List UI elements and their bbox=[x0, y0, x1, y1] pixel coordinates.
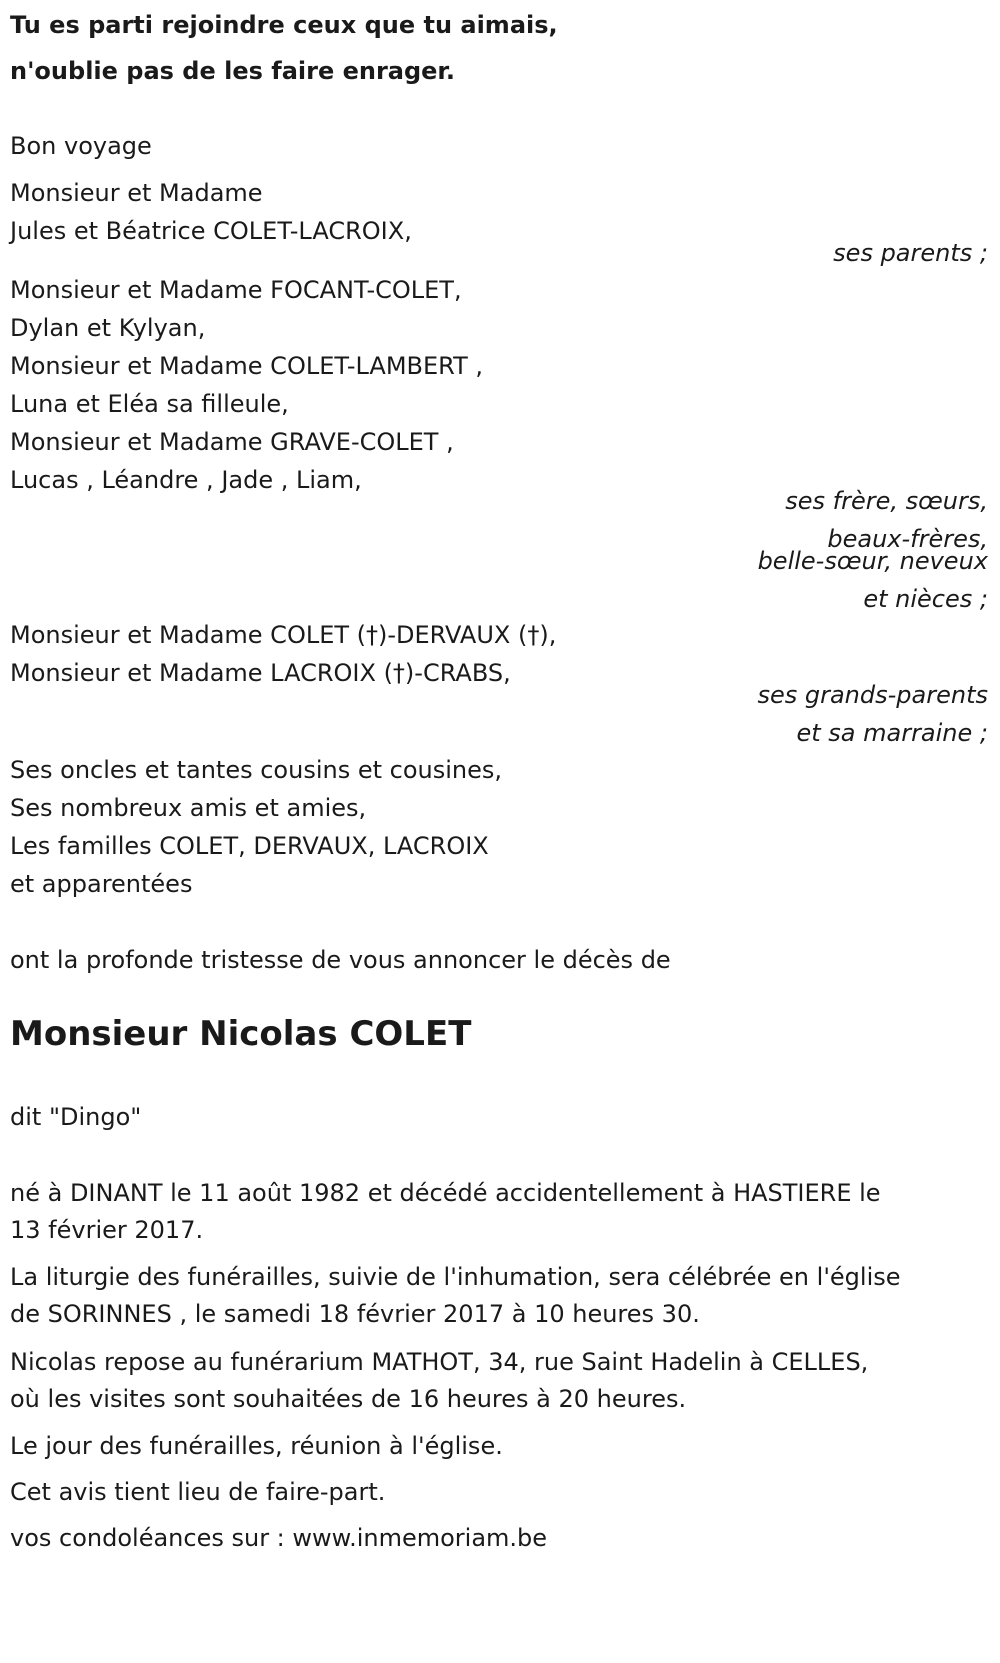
epigraph-line-1: Tu es parti rejoindre ceux que tu aimais, bbox=[10, 11, 558, 39]
liturgy-line: La liturgie des funérailles, suivie de l'inhumation, sera célébrée en l'église bbox=[10, 1263, 901, 1291]
meeting-line: Le jour des funérailles, réunion à l'église. bbox=[10, 1432, 503, 1460]
notice-line: Cet avis tient lieu de faire-part. bbox=[10, 1478, 386, 1506]
announcement-text: ont la profonde tristesse de vous annoncer le décès de bbox=[10, 946, 671, 974]
birth-death-line: 13 février 2017. bbox=[10, 1216, 204, 1244]
sibling-line: Monsieur et Madame GRAVE-COLET , bbox=[10, 428, 454, 456]
sibling-line: Luna et Eléa sa filleule, bbox=[10, 390, 289, 418]
epigraph-line-2: n'oublie pas de les faire enrager. bbox=[10, 57, 455, 85]
deceased-name: Monsieur Nicolas COLET bbox=[10, 1014, 472, 1054]
parents-relation: ses parents ; bbox=[833, 239, 988, 267]
condolences-line: vos condoléances sur : www.inmemoriam.be bbox=[10, 1524, 548, 1552]
birth-death-line: né à DINANT le 11 août 1982 et décédé accidentellement à HASTIERE le bbox=[10, 1179, 881, 1207]
farewell-text: Bon voyage bbox=[10, 132, 152, 160]
parents-line: Jules et Béatrice COLET-LACROIX, bbox=[10, 217, 412, 245]
sibling-line: Lucas , Léandre , Jade , Liam, bbox=[10, 466, 362, 494]
grandparents-line: Monsieur et Madame LACROIX (†)-CRABS, bbox=[10, 659, 511, 687]
liturgy-line: de SORINNES , le samedi 18 février 2017 à 10 heures 30. bbox=[10, 1300, 700, 1328]
siblings-relation: et nièces ; bbox=[863, 585, 988, 613]
siblings-relation: beaux-frères, bbox=[827, 525, 988, 553]
funerarium-line: où les visites sont souhaitées de 16 heures à 20 heures. bbox=[10, 1385, 687, 1413]
sibling-line: Monsieur et Madame COLET-LAMBERT , bbox=[10, 352, 484, 380]
funerarium-line: Nicolas repose au funérarium MATHOT, 34, rue Saint Hadelin à CELLES, bbox=[10, 1348, 869, 1376]
parents-line: Monsieur et Madame bbox=[10, 179, 263, 207]
sibling-line: Monsieur et Madame FOCANT-COLET, bbox=[10, 276, 462, 304]
others-line: Ses oncles et tantes cousins et cousines, bbox=[10, 756, 503, 784]
siblings-relation: ses frère, sœurs, bbox=[785, 487, 988, 515]
grandparents-relation: et sa marraine ; bbox=[796, 719, 988, 747]
grandparents-line: Monsieur et Madame COLET (†)-DERVAUX (†), bbox=[10, 621, 557, 649]
grandparents-relation: ses grands-parents bbox=[757, 681, 988, 709]
sibling-line: Dylan et Kylyan, bbox=[10, 314, 206, 342]
others-line: Ses nombreux amis et amies, bbox=[10, 794, 367, 822]
others-line: et apparentées bbox=[10, 870, 193, 898]
deceased-nickname: dit "Dingo" bbox=[10, 1103, 142, 1131]
others-line: Les familles COLET, DERVAUX, LACROIX bbox=[10, 832, 489, 860]
siblings-relation: belle-sœur, neveux bbox=[757, 547, 988, 575]
